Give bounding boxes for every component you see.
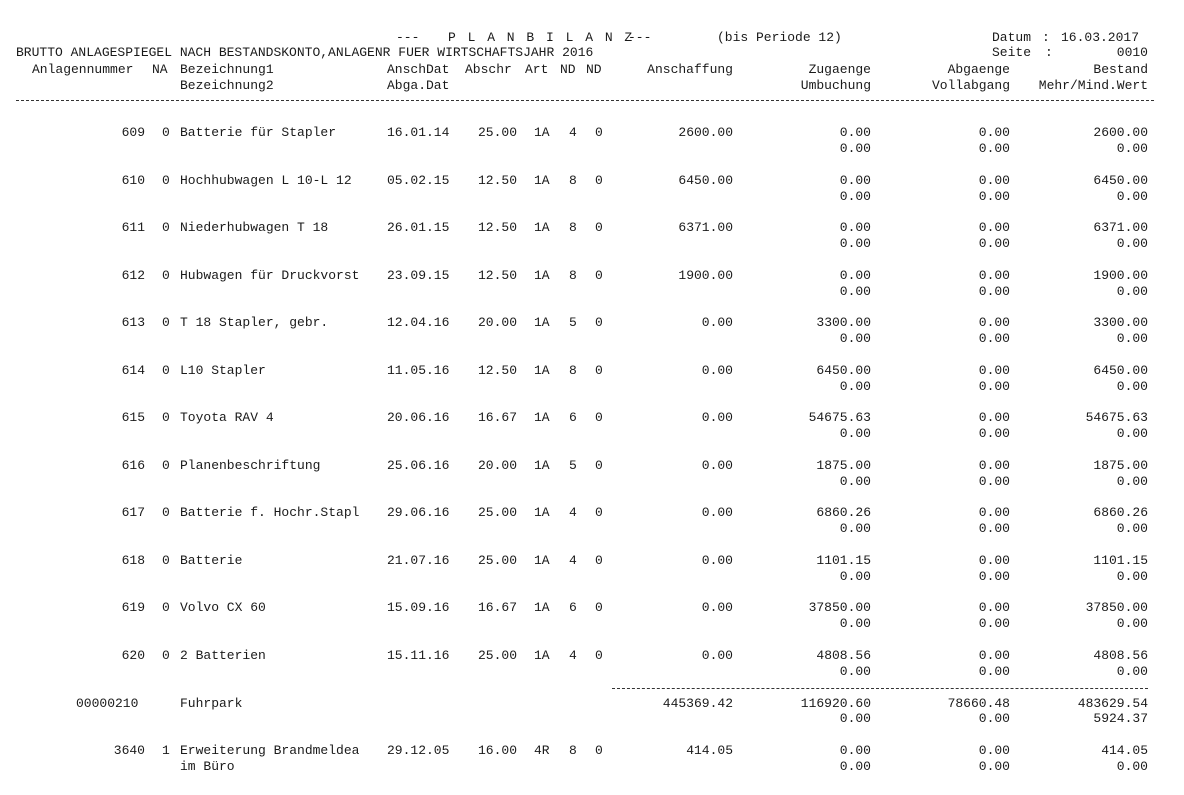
umbuchung-cell: 0.00	[839, 616, 871, 631]
nd-cell: 8	[569, 220, 577, 235]
art-cell: 1A	[534, 363, 550, 378]
umbuchung-cell: 0.00	[839, 331, 871, 346]
bezeichnung1-cell: Hubwagen für Druckvorst	[180, 268, 360, 283]
anlagennummer-cell: 613	[121, 315, 145, 330]
vollabgang-cell: 0.00	[978, 379, 1010, 394]
nd-cell: 5	[569, 458, 577, 473]
umbuchung-cell: 0.00	[839, 569, 871, 584]
abgaenge-cell: 0.00	[978, 458, 1010, 473]
bezeichnung1-cell: Batterie für Stapler	[180, 125, 337, 140]
mehr-mind-wert-cell: 0.00	[1116, 331, 1148, 346]
subtotal-zugaenge: 116920.60	[800, 696, 871, 711]
bezeichnung1-cell: Planenbeschriftung	[180, 458, 321, 473]
bezeichnung1-cell: Batterie	[180, 553, 243, 568]
vollabgang-cell: 0.00	[978, 284, 1010, 299]
bestand-cell: 6450.00	[1093, 363, 1148, 378]
na-cell: 0	[162, 648, 170, 663]
mehr-mind-wert-cell: 0.00	[1116, 189, 1148, 204]
col-abgaenge: Abgaenge	[947, 62, 1010, 77]
mehr-mind-wert-cell: 0.00	[1116, 379, 1148, 394]
anschaffung-cell: 0.00	[701, 315, 733, 330]
col-zugaenge: Zugaenge	[808, 62, 871, 77]
nd-cell: 8	[569, 363, 577, 378]
anschaffung-cell: 6371.00	[678, 220, 733, 235]
art-cell: 1A	[534, 458, 550, 473]
bestand-cell: 6860.26	[1093, 505, 1148, 520]
page-number: 0010	[1116, 45, 1148, 60]
zugaenge-cell: 3300.00	[816, 315, 871, 330]
nd-cell: 4	[569, 648, 577, 663]
bezeichnung1-cell: Erweiterung Brandmeldea	[180, 743, 360, 758]
anschaffung-cell: 6450.00	[678, 173, 733, 188]
art-cell: 1A	[534, 125, 550, 140]
period-label: (bis Periode 12)	[717, 30, 842, 45]
na-cell: 0	[162, 553, 170, 568]
anschdat-cell: 26.01.15	[387, 220, 450, 235]
nd2-cell: 0	[595, 743, 603, 758]
bestand-cell: 414.05	[1101, 743, 1148, 758]
anschdat-cell: 16.01.14	[387, 125, 450, 140]
page-label: Seite	[992, 45, 1032, 60]
zugaenge-cell: 0.00	[839, 743, 871, 758]
mehr-mind-wert-cell: 0.00	[1116, 284, 1148, 299]
col-bezeichnung1: Bezeichnung1	[180, 62, 274, 77]
na-cell: 0	[162, 410, 170, 425]
abschr-cell: 25.00	[477, 648, 517, 663]
umbuchung-cell: 0.00	[839, 141, 871, 156]
vollabgang-cell: 0.00	[978, 141, 1010, 156]
abschr-cell: 25.00	[477, 125, 517, 140]
abschr-cell: 25.00	[477, 553, 517, 568]
abgaenge-cell: 0.00	[978, 220, 1010, 235]
title-prefix: ---	[396, 30, 420, 45]
nd2-cell: 0	[595, 505, 603, 520]
art-cell: 1A	[534, 553, 550, 568]
col-abgadat: Abga.Dat	[387, 78, 450, 93]
anlagennummer-cell: 616	[121, 458, 145, 473]
zugaenge-cell: 0.00	[839, 173, 871, 188]
abschr-cell: 12.50	[477, 268, 517, 283]
subtotal-abgaenge: 78660.48	[947, 696, 1010, 711]
subtotal-konto: 00000210	[76, 696, 139, 711]
abgaenge-cell: 0.00	[978, 743, 1010, 758]
bezeichnung1-cell: L10 Stapler	[180, 363, 266, 378]
umbuchung-cell: 0.00	[839, 284, 871, 299]
nd-cell: 4	[569, 125, 577, 140]
bezeichnung1-cell: Niederhubwagen T 18	[180, 220, 329, 235]
subtotal-label: Fuhrpark	[180, 696, 243, 711]
abgaenge-cell: 0.00	[978, 268, 1010, 283]
nd2-cell: 0	[595, 363, 603, 378]
zugaenge-cell: 0.00	[839, 268, 871, 283]
mehr-mind-wert-cell: 0.00	[1116, 236, 1148, 251]
bezeichnung1-cell: Hochhubwagen L 10-L 12	[180, 173, 352, 188]
anschdat-cell: 05.02.15	[387, 173, 450, 188]
header-divider	[16, 100, 1154, 101]
mehr-mind-wert-cell: 0.00	[1116, 616, 1148, 631]
na-cell: 0	[162, 363, 170, 378]
zugaenge-cell: 37850.00	[808, 600, 871, 615]
nd2-cell: 0	[595, 173, 603, 188]
subtotal-divider	[612, 688, 1148, 689]
anschdat-cell: 29.06.16	[387, 505, 450, 520]
na-cell: 0	[162, 315, 170, 330]
abgaenge-cell: 0.00	[978, 363, 1010, 378]
col-nd-2: ND	[586, 62, 602, 77]
subtotal-vollabgang: 0.00	[978, 711, 1010, 726]
na-cell: 0	[162, 220, 170, 235]
bestand-cell: 1101.15	[1093, 553, 1148, 568]
anschdat-cell: 29.12.05	[387, 743, 450, 758]
nd2-cell: 0	[595, 458, 603, 473]
umbuchung-cell: 0.00	[839, 474, 871, 489]
umbuchung-cell: 0.00	[839, 759, 871, 774]
nd-cell: 6	[569, 600, 577, 615]
bestand-cell: 6371.00	[1093, 220, 1148, 235]
zugaenge-cell: 1875.00	[816, 458, 871, 473]
abgaenge-cell: 0.00	[978, 600, 1010, 615]
zugaenge-cell: 0.00	[839, 125, 871, 140]
col-bezeichnung2: Bezeichnung2	[180, 78, 274, 93]
vollabgang-cell: 0.00	[978, 521, 1010, 536]
mehr-mind-wert-cell: 0.00	[1116, 141, 1148, 156]
umbuchung-cell: 0.00	[839, 189, 871, 204]
anschaffung-cell: 0.00	[701, 505, 733, 520]
vollabgang-cell: 0.00	[978, 759, 1010, 774]
col-anschaffung: Anschaffung	[647, 62, 733, 77]
bezeichnung1-cell: Toyota RAV 4	[180, 410, 274, 425]
abgaenge-cell: 0.00	[978, 315, 1010, 330]
col-abschr: Abschr	[465, 62, 512, 77]
bestand-cell: 1900.00	[1093, 268, 1148, 283]
col-anlagennummer: Anlagennummer	[32, 62, 134, 77]
anlagennummer-cell: 615	[121, 410, 145, 425]
anlagennummer-cell: 617	[121, 505, 145, 520]
nd2-cell: 0	[595, 268, 603, 283]
bestand-cell: 1875.00	[1093, 458, 1148, 473]
col-bestand: Bestand	[1093, 62, 1148, 77]
subtotal-umbuchung: 0.00	[839, 711, 871, 726]
art-cell: 1A	[534, 648, 550, 663]
title-suffix: ---	[628, 30, 652, 45]
abgaenge-cell: 0.00	[978, 648, 1010, 663]
nd-cell: 5	[569, 315, 577, 330]
anschaffung-cell: 0.00	[701, 410, 733, 425]
vollabgang-cell: 0.00	[978, 426, 1010, 441]
nd-cell: 8	[569, 173, 577, 188]
vollabgang-cell: 0.00	[978, 474, 1010, 489]
col-na: NA	[152, 62, 168, 77]
umbuchung-cell: 0.00	[839, 521, 871, 536]
anschdat-cell: 12.04.16	[387, 315, 450, 330]
anschaffung-cell: 0.00	[701, 553, 733, 568]
bezeichnung1-cell: Volvo CX 60	[180, 600, 266, 615]
abschr-cell: 25.00	[477, 505, 517, 520]
bestand-cell: 6450.00	[1093, 173, 1148, 188]
bezeichnung2-cell: im Büro	[180, 759, 235, 774]
anschdat-cell: 20.06.16	[387, 410, 450, 425]
nd2-cell: 0	[595, 315, 603, 330]
col-anschdat: AnschDat	[387, 62, 450, 77]
vollabgang-cell: 0.00	[978, 616, 1010, 631]
bestand-cell: 37850.00	[1085, 600, 1148, 615]
anschaffung-cell: 414.05	[686, 743, 733, 758]
umbuchung-cell: 0.00	[839, 664, 871, 679]
col-art: Art	[525, 62, 549, 77]
anlagennummer-cell: 614	[121, 363, 145, 378]
report-subtitle: BRUTTO ANLAGESPIEGEL NACH BESTANDSKONTO,ANLAGENR FUER WIRTSCHAFTSJAHR 2016	[16, 45, 594, 60]
nd2-cell: 0	[595, 600, 603, 615]
col-umbuchung: Umbuchung	[800, 78, 871, 93]
bestand-cell: 3300.00	[1093, 315, 1148, 330]
anschaffung-cell: 0.00	[701, 458, 733, 473]
zugaenge-cell: 6860.26	[816, 505, 871, 520]
bezeichnung1-cell: T 18 Stapler, gebr.	[180, 315, 329, 330]
art-cell: 1A	[534, 505, 550, 520]
anschdat-cell: 15.09.16	[387, 600, 450, 615]
abgaenge-cell: 0.00	[978, 505, 1010, 520]
vollabgang-cell: 0.00	[978, 189, 1010, 204]
bestand-cell: 4808.56	[1093, 648, 1148, 663]
na-cell: 0	[162, 505, 170, 520]
na-cell: 0	[162, 458, 170, 473]
vollabgang-cell: 0.00	[978, 569, 1010, 584]
bezeichnung1-cell: 2 Batterien	[180, 648, 266, 663]
zugaenge-cell: 1101.15	[816, 553, 871, 568]
col-nd: ND	[560, 62, 576, 77]
anschaffung-cell: 0.00	[701, 648, 733, 663]
art-cell: 4R	[534, 743, 550, 758]
abgaenge-cell: 0.00	[978, 553, 1010, 568]
umbuchung-cell: 0.00	[839, 426, 871, 441]
anschdat-cell: 25.06.16	[387, 458, 450, 473]
nd-cell: 6	[569, 410, 577, 425]
mehr-mind-wert-cell: 0.00	[1116, 759, 1148, 774]
art-cell: 1A	[534, 220, 550, 235]
anlagennummer-cell: 609	[121, 125, 145, 140]
na-cell: 0	[162, 125, 170, 140]
mehr-mind-wert-cell: 0.00	[1116, 521, 1148, 536]
zugaenge-cell: 54675.63	[808, 410, 871, 425]
nd2-cell: 0	[595, 648, 603, 663]
date-value: 16.03.2017	[1061, 30, 1140, 45]
anlagennummer-cell: 618	[121, 553, 145, 568]
subtotal-bestand: 483629.54	[1077, 696, 1148, 711]
nd2-cell: 0	[595, 220, 603, 235]
art-cell: 1A	[534, 173, 550, 188]
abschr-cell: 12.50	[477, 220, 517, 235]
nd-cell: 4	[569, 505, 577, 520]
abschr-cell: 16.67	[477, 600, 517, 615]
nd-cell: 4	[569, 553, 577, 568]
zugaenge-cell: 6450.00	[816, 363, 871, 378]
art-cell: 1A	[534, 315, 550, 330]
anschdat-cell: 23.09.15	[387, 268, 450, 283]
art-cell: 1A	[534, 600, 550, 615]
na-cell: 0	[162, 173, 170, 188]
anlagennummer-cell: 611	[121, 220, 145, 235]
anlagennummer-cell: 612	[121, 268, 145, 283]
nd-cell: 8	[569, 743, 577, 758]
art-cell: 1A	[534, 268, 550, 283]
vollabgang-cell: 0.00	[978, 331, 1010, 346]
mehr-mind-wert-cell: 0.00	[1116, 474, 1148, 489]
anschaffung-cell: 0.00	[701, 363, 733, 378]
anlagennummer-cell: 3640	[113, 743, 145, 758]
art-cell: 1A	[534, 410, 550, 425]
anschdat-cell: 11.05.16	[387, 363, 450, 378]
bestand-cell: 54675.63	[1085, 410, 1148, 425]
subtotal-anschaffung: 445369.42	[662, 696, 733, 711]
na-cell: 1	[162, 743, 170, 758]
date-label: Datum	[992, 30, 1032, 45]
bestand-cell: 2600.00	[1093, 125, 1148, 140]
abschr-cell: 16.00	[477, 743, 517, 758]
report-title: P L A N B I L A N Z	[448, 30, 635, 45]
anschaffung-cell: 0.00	[701, 600, 733, 615]
nd-cell: 8	[569, 268, 577, 283]
anschdat-cell: 15.11.16	[387, 648, 450, 663]
bezeichnung1-cell: Batterie f. Hochr.Stapl	[180, 505, 360, 520]
abgaenge-cell: 0.00	[978, 125, 1010, 140]
mehr-mind-wert-cell: 0.00	[1116, 426, 1148, 441]
abgaenge-cell: 0.00	[978, 173, 1010, 188]
abschr-cell: 20.00	[477, 315, 517, 330]
subtotal-mehr-mind-wert: 5924.37	[1093, 711, 1148, 726]
na-cell: 0	[162, 268, 170, 283]
col-mehr-mind-wert: Mehr/Mind.Wert	[1038, 78, 1148, 93]
col-vollabgang: Vollabgang	[931, 78, 1010, 93]
anschaffung-cell: 2600.00	[678, 125, 733, 140]
anschdat-cell: 21.07.16	[387, 553, 450, 568]
nd2-cell: 0	[595, 553, 603, 568]
na-cell: 0	[162, 600, 170, 615]
anlagennummer-cell: 620	[121, 648, 145, 663]
abschr-cell: 16.67	[477, 410, 517, 425]
anlagennummer-cell: 619	[121, 600, 145, 615]
anlagennummer-cell: 610	[121, 173, 145, 188]
umbuchung-cell: 0.00	[839, 236, 871, 251]
vollabgang-cell: 0.00	[978, 236, 1010, 251]
nd2-cell: 0	[595, 410, 603, 425]
abschr-cell: 12.50	[477, 173, 517, 188]
anschaffung-cell: 1900.00	[678, 268, 733, 283]
nd2-cell: 0	[595, 125, 603, 140]
abgaenge-cell: 0.00	[978, 410, 1010, 425]
mehr-mind-wert-cell: 0.00	[1116, 569, 1148, 584]
zugaenge-cell: 0.00	[839, 220, 871, 235]
mehr-mind-wert-cell: 0.00	[1116, 664, 1148, 679]
umbuchung-cell: 0.00	[839, 379, 871, 394]
abschr-cell: 20.00	[477, 458, 517, 473]
vollabgang-cell: 0.00	[978, 664, 1010, 679]
abschr-cell: 12.50	[477, 363, 517, 378]
zugaenge-cell: 4808.56	[816, 648, 871, 663]
